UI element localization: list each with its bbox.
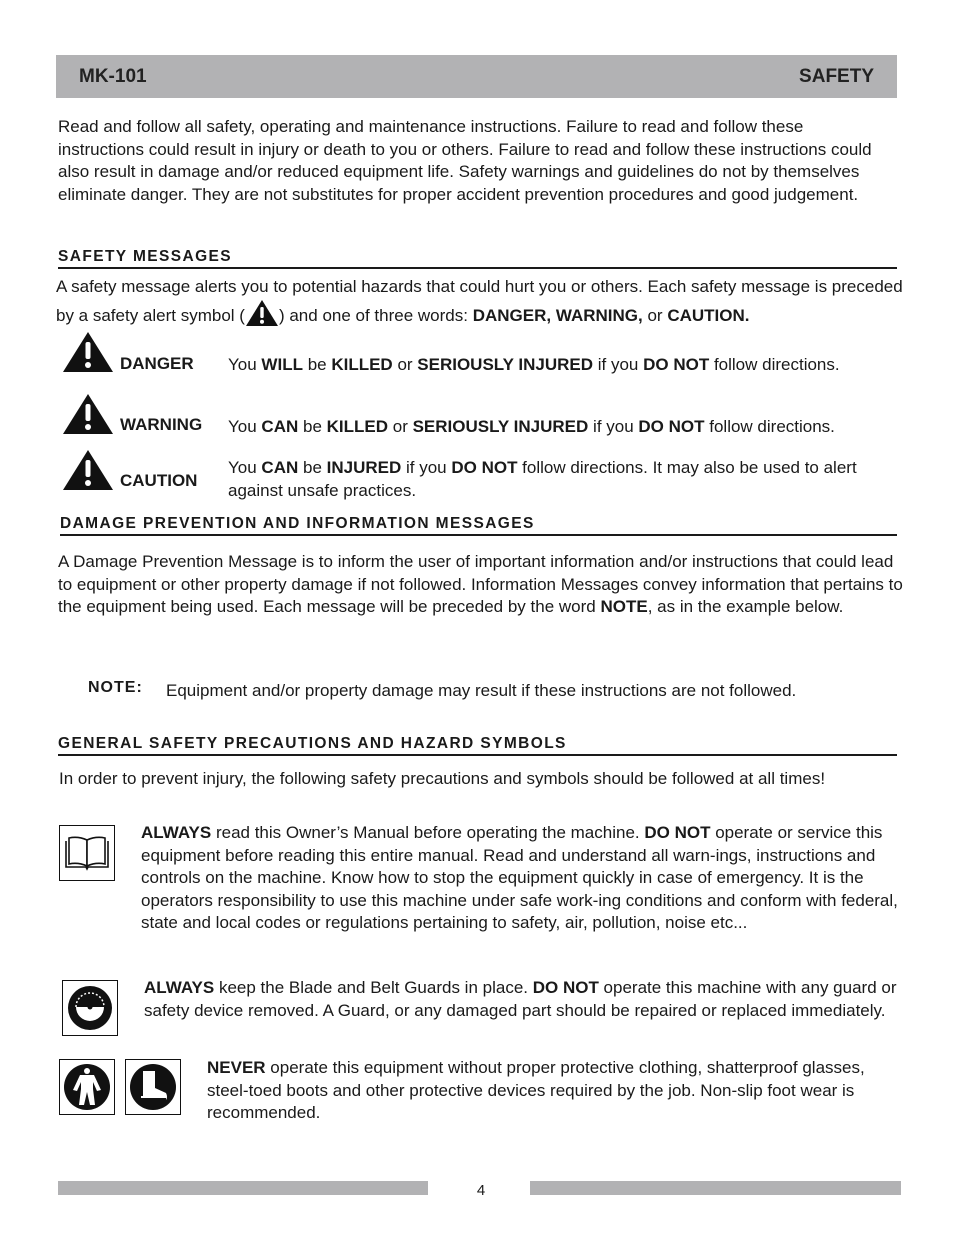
danger-text-part: You — [228, 355, 262, 374]
footer-bar-left — [58, 1181, 428, 1195]
danger-alert-icon — [62, 331, 114, 373]
always-keep-guards-text — [144, 977, 904, 1022]
safety-messages-heading: SAFETY MESSAGES — [58, 248, 897, 269]
item-text: keep the Blade and Belt Guards in place. — [214, 978, 533, 997]
damage-prevention-text — [58, 551, 908, 619]
caution-label: CAUTION — [120, 471, 198, 490]
warning-text-part: be — [298, 417, 327, 436]
model-name: MK-101 — [79, 66, 147, 87]
warning-text-emph: KILLED — [326, 417, 389, 436]
warning-text-emph: SERIOUSLY INJURED — [412, 417, 589, 436]
blade-guard-icon-box — [62, 980, 118, 1036]
protective-clothing-icon — [60, 1060, 114, 1114]
caution-text — [228, 457, 908, 502]
item-emph: NEVER — [207, 1058, 266, 1077]
warning-alert-icon — [62, 393, 114, 435]
warning-text-part: or — [388, 417, 413, 436]
signal-word-caution: CAUTION. — [667, 305, 750, 325]
manual-book-icon-box — [59, 825, 115, 881]
damage-note-word: NOTE — [600, 597, 648, 616]
caution-alert-icon — [62, 449, 114, 491]
damage-text-body: A Damage Prevention Message is to inform the user of important information and/or instructions that could lead to equipment or other property damage if not followed. Information Messages convey information that pertains to the equipment being used. Each message will be preceded by the word — [58, 552, 903, 616]
caution-text-emph: INJURED — [326, 458, 402, 477]
footer-bar-right — [530, 1181, 901, 1195]
general-safety-intro: In order to prevent injury, the following safety precautions and symbols should be followed at all times! — [59, 769, 826, 788]
item-text: operate this machine with any guard or safety device removed. A Guard, or any damaged part should be repaired or replaced immediately. — [144, 978, 897, 1020]
safety-messages-text — [56, 276, 916, 327]
protective-clothing-icon-box — [59, 1059, 115, 1115]
safety-text-part1: A safety message alerts you to potential hazards that could hurt you or others. Each safety message is preceded by a safety alert symbol ( — [56, 277, 903, 325]
item-text: read this Owner’s Manual before operating the machine. — [211, 823, 645, 842]
item-emph: DO NOT — [532, 978, 599, 997]
danger-text-emph: WILL — [261, 355, 303, 374]
danger-text-emph: DO NOT — [643, 355, 710, 374]
danger-text-emph: KILLED — [331, 355, 393, 374]
danger-text-part: follow directions. — [709, 355, 840, 374]
warning-label: WARNING — [120, 415, 203, 434]
item-emph: ALWAYS — [144, 978, 215, 997]
safety-boot-icon-box — [125, 1059, 181, 1115]
warning-text — [228, 416, 918, 439]
damage-prevention-heading: DAMAGE PREVENTION AND INFORMATION MESSAGES — [60, 515, 897, 536]
signal-words: DANGER, WARNING, — [472, 305, 643, 325]
damage-text-end: , as in the example below. — [647, 597, 844, 616]
danger-text-emph: SERIOUSLY INJURED — [417, 355, 594, 374]
general-safety-heading: GENERAL SAFETY PRECAUTIONS AND HAZARD SYMBOLS — [58, 735, 897, 756]
danger-text-part: or — [392, 355, 418, 374]
item-text: operate or service this equipment before reading this entire manual. Read and understand all warn-ings, instructions and controls on the machine. Know how to stop the equipment quickly in case of emergency. It is the operators responsibility to use this machine under safe work-ing conditions and conform with federal, state and local codes or regulations pertaining to safety, air, pollution, noise etc... — [141, 823, 898, 932]
intro-paragraph: Read and follow all safety, operating and maintenance instructions. Failure to read and follow these instructions could result in injury or death to you or others. Failure to read and follow these instructions could also result in damage and/or reduced equipment life. Safety warnings and guidelines do not by themselves eliminate danger. They are not substitutes for proper accident prevention procedures and good judgement. — [58, 117, 872, 204]
safety-alert-icon — [245, 299, 279, 327]
caution-text-part: You — [228, 458, 262, 477]
warning-text-part: You — [228, 417, 262, 436]
note-text: Equipment and/or property damage may result if these instructions are not followed. — [166, 681, 797, 700]
caution-text-emph: DO NOT — [451, 458, 518, 477]
danger-text-part: be — [302, 355, 332, 374]
item-text: operate this equipment without proper protective clothing, shatterproof glasses, steel-toed boots and other protective devices required by the job. Non-slip foot wear is recommended. — [207, 1058, 865, 1122]
page-number: 4 — [476, 1182, 486, 1199]
danger-text-part: if you — [593, 355, 644, 374]
item-emph: ALWAYS — [141, 823, 212, 842]
caution-text-part: if you — [401, 458, 452, 477]
always-read-manual-text — [141, 822, 901, 935]
caution-text-part: be — [298, 458, 327, 477]
blade-guard-icon — [63, 981, 117, 1035]
signal-words-or: or — [647, 305, 663, 325]
safety-text-part2: ) and one of three words: — [278, 305, 468, 325]
section-title: SAFETY — [799, 66, 874, 87]
safety-boot-icon — [126, 1060, 180, 1114]
header-bar — [56, 55, 897, 98]
warning-text-emph: CAN — [261, 417, 299, 436]
never-without-protection-text — [207, 1057, 907, 1125]
note-label: NOTE: — [88, 679, 143, 696]
caution-text-part: follow directions. It may also be used to alert against unsafe practices. — [228, 458, 857, 500]
manual-book-icon — [60, 826, 114, 880]
danger-text — [228, 354, 918, 377]
warning-text-emph: DO NOT — [638, 417, 705, 436]
danger-label: DANGER — [120, 354, 194, 373]
warning-text-part: follow directions. — [704, 417, 835, 436]
caution-text-emph: CAN — [261, 458, 299, 477]
item-emph: DO NOT — [644, 823, 711, 842]
warning-text-part: if you — [588, 417, 639, 436]
